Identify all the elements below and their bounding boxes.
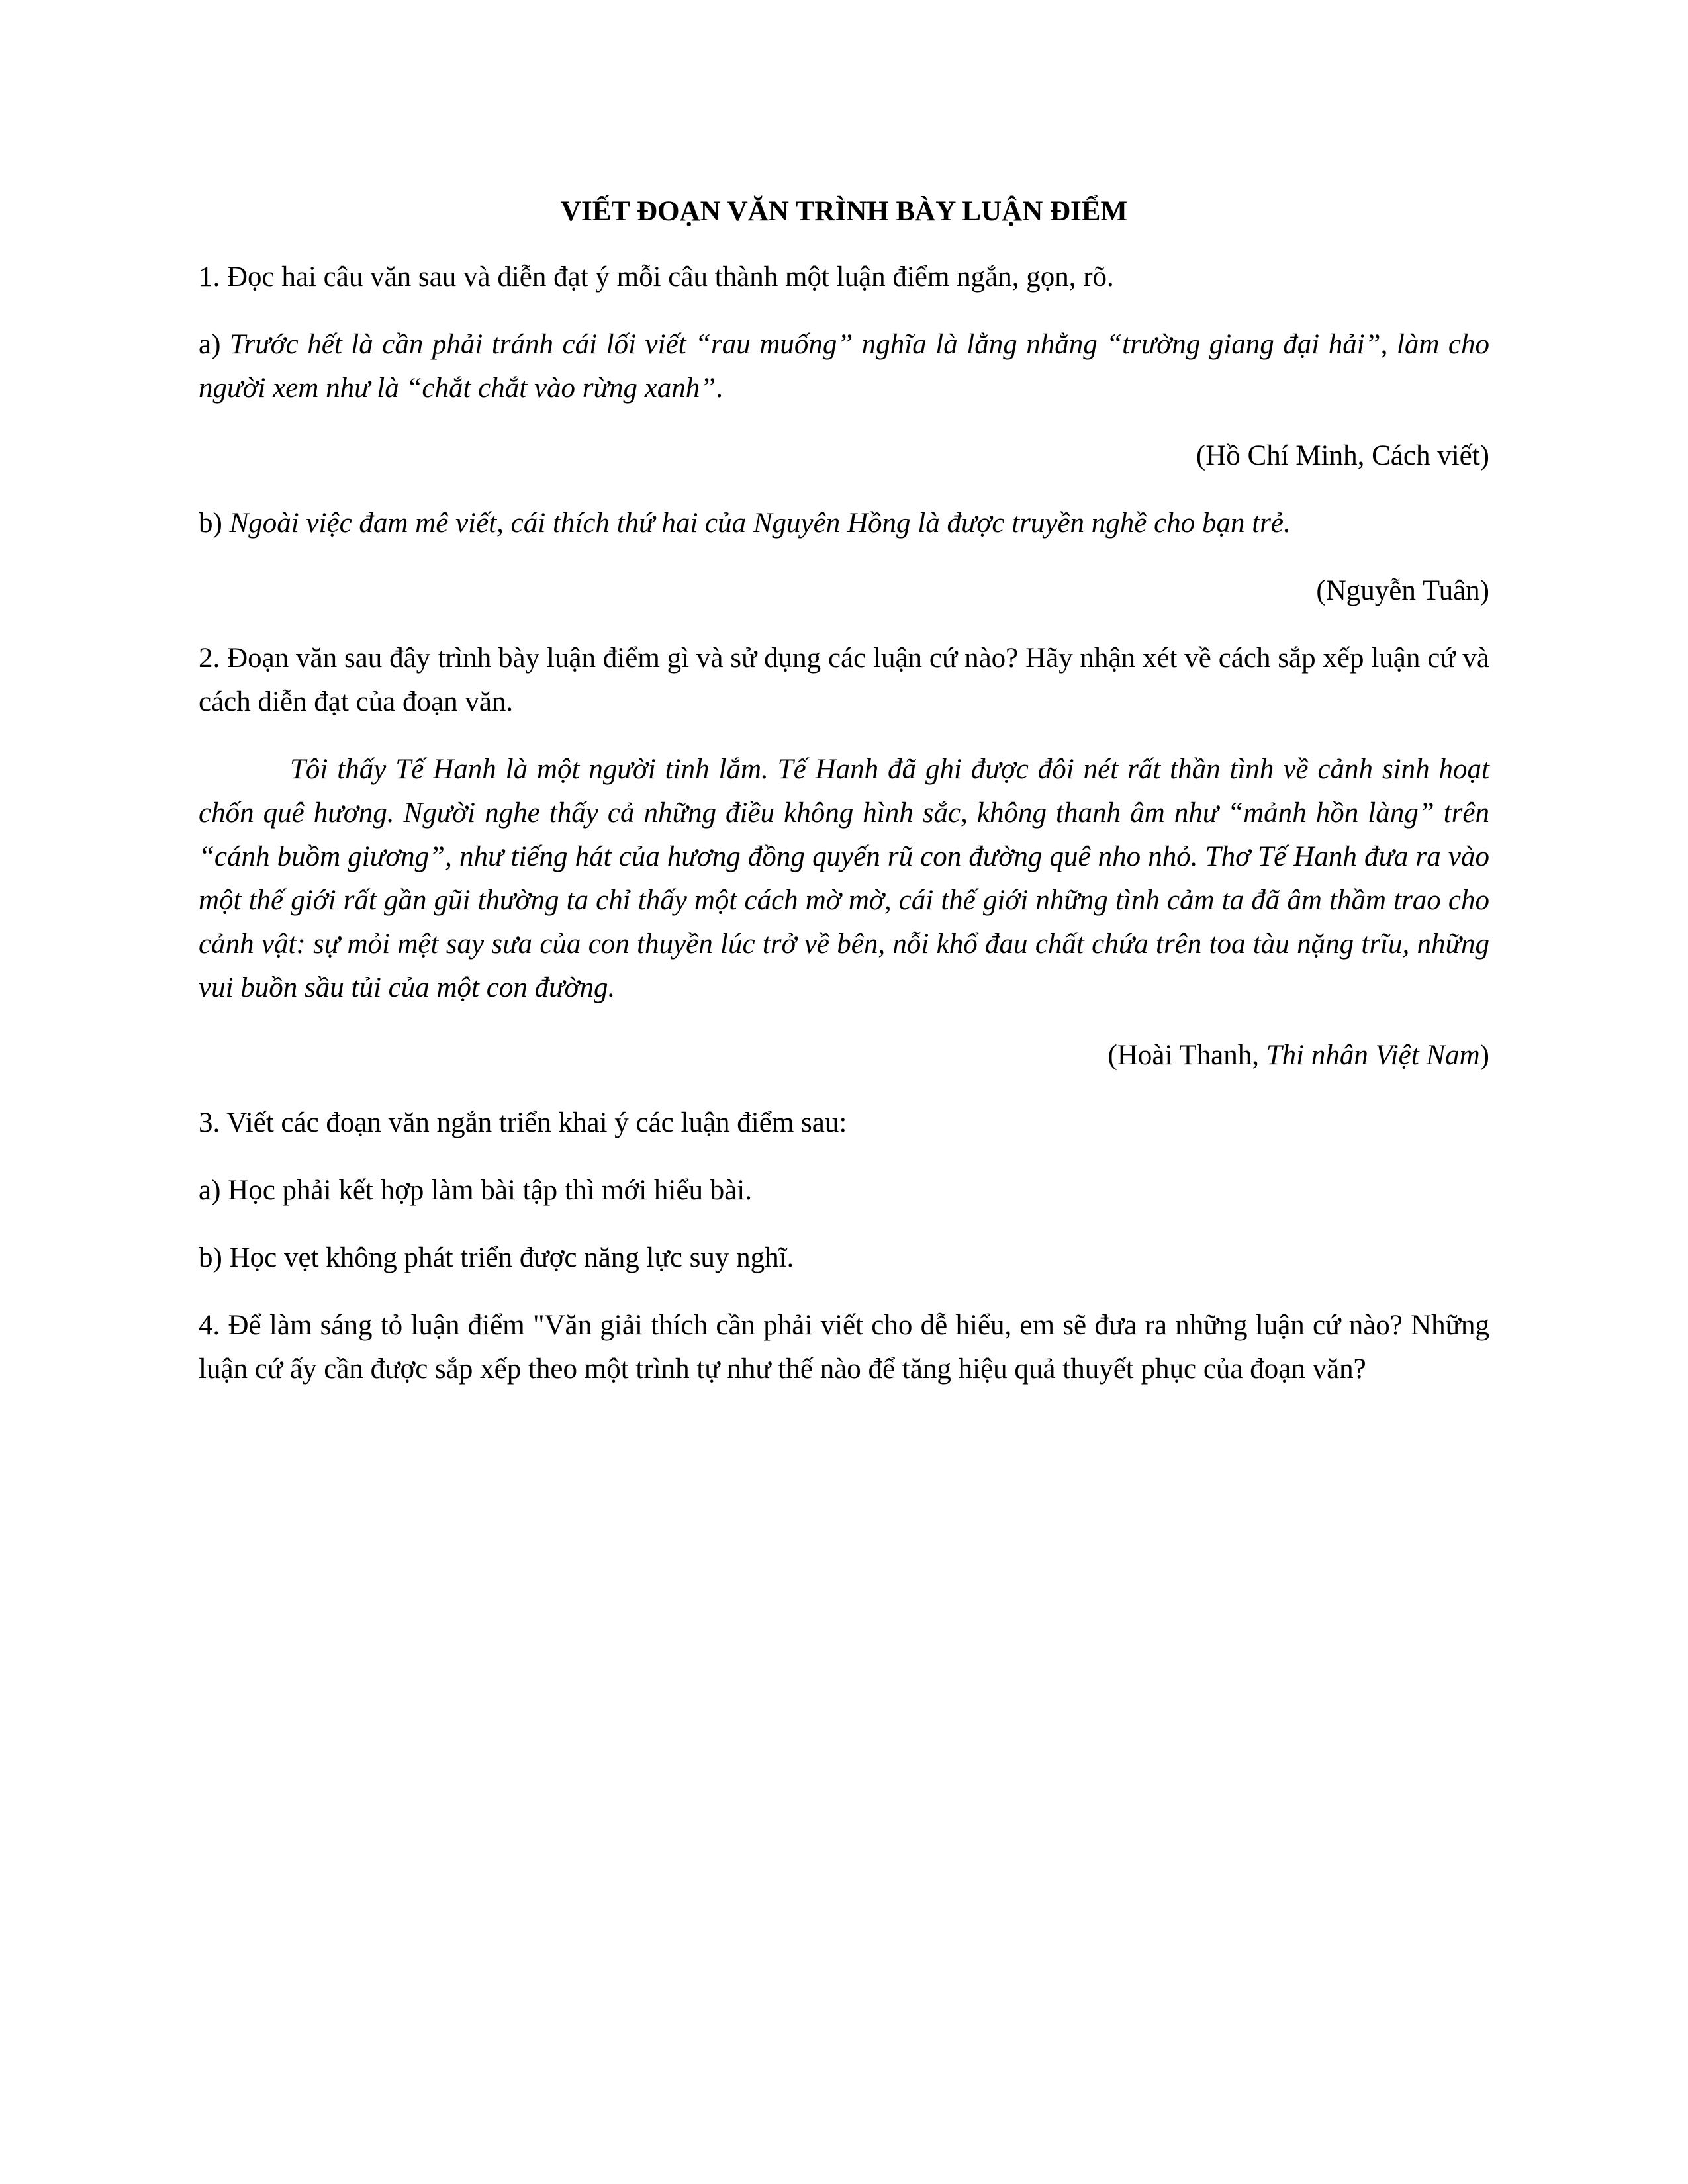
quote-text: Ngoài việc đam mê viết, cái thích thứ hai của Nguyên Hồng là được truyền nghề cho bạn trẻ.	[229, 508, 1291, 539]
question-1b	[199, 502, 1489, 545]
item-label: a)	[199, 329, 230, 360]
source-citation	[199, 1034, 1489, 1077]
source-citation: (Hồ Chí Minh, Cách viết)	[1196, 440, 1489, 471]
source-close: )	[1479, 1040, 1489, 1071]
question-2: 2. Đoạn văn sau đây trình bày luận điểm gì và sử dụng các luận cứ nào? Hãy nhận xét về cách sắp xếp luận cứ và cách diễn đạt của đoạn văn.	[199, 643, 1489, 717]
item-label: b)	[199, 508, 230, 539]
question-3b: b) Học vẹt không phát triển được năng lực suy nghĩ.	[199, 1242, 794, 1273]
quote-text: Trước hết là cần phải tránh cái lối viết “rau muống” nghĩa là lằng nhằng “trường giang đại hải”, làm cho người xem như là “chắt chắt vào rừng xanh”	[199, 329, 1489, 404]
question-1a	[199, 323, 1489, 410]
quote-end: .	[716, 373, 723, 404]
page-title: VIẾT ĐOẠN VĂN TRÌNH BÀY LUẬN ĐIỂM	[560, 196, 1128, 227]
source-author: (Hoài Thanh,	[1107, 1040, 1266, 1071]
question-1: 1. Đọc hai câu văn sau và diễn đạt ý mỗi câu thành một luận điểm ngắn, gọn, rõ.	[199, 261, 1114, 293]
question-4: 4. Để làm sáng tỏ luận điểm "Văn giải thích cần phải viết cho dễ hiểu, em sẽ đưa ra những luận cứ nào? Những luận cứ ấy cần được sắp xếp theo một trình tự như thế nào để tăng hiệu quả thuyết phục của đoạn văn?	[199, 1310, 1489, 1385]
quoted-passage: Tôi thấy Tế Hanh là một người tinh lắm. Tế Hanh đã ghi được đôi nét rất thần tình về cảnh sinh hoạt chốn quê hương. Người nghe thấy cả những điều không hình sắc, không thanh âm như “mảnh hồn làng” trên “cánh buồm giương”, như tiếng hát của hương đồng quyến rũ con đường quê nho nhỏ. Thơ Tế Hanh đưa ra vào một thế giới rất gần gũi thường ta chỉ thấy một cách mờ mờ, cái thế giới những tình cảm ta đã âm thầm trao cho cảnh vật: sự mỏi mệt say sưa của con thuyền lúc trở về bên, nỗi khổ đau chất chứa trên toa tàu nặng trĩu, những vui buồn sầu tủi của một con đường.	[199, 754, 1489, 1003]
source-work: Thi nhân Việt Nam	[1266, 1040, 1480, 1071]
question-3a: a) Học phải kết hợp làm bài tập thì mới hiểu bài.	[199, 1175, 752, 1206]
source-citation: (Nguyễn Tuân)	[1316, 575, 1489, 606]
document-page	[199, 192, 1489, 1415]
question-3: 3. Viết các đoạn văn ngắn triển khai ý các luận điểm sau:	[199, 1107, 847, 1138]
